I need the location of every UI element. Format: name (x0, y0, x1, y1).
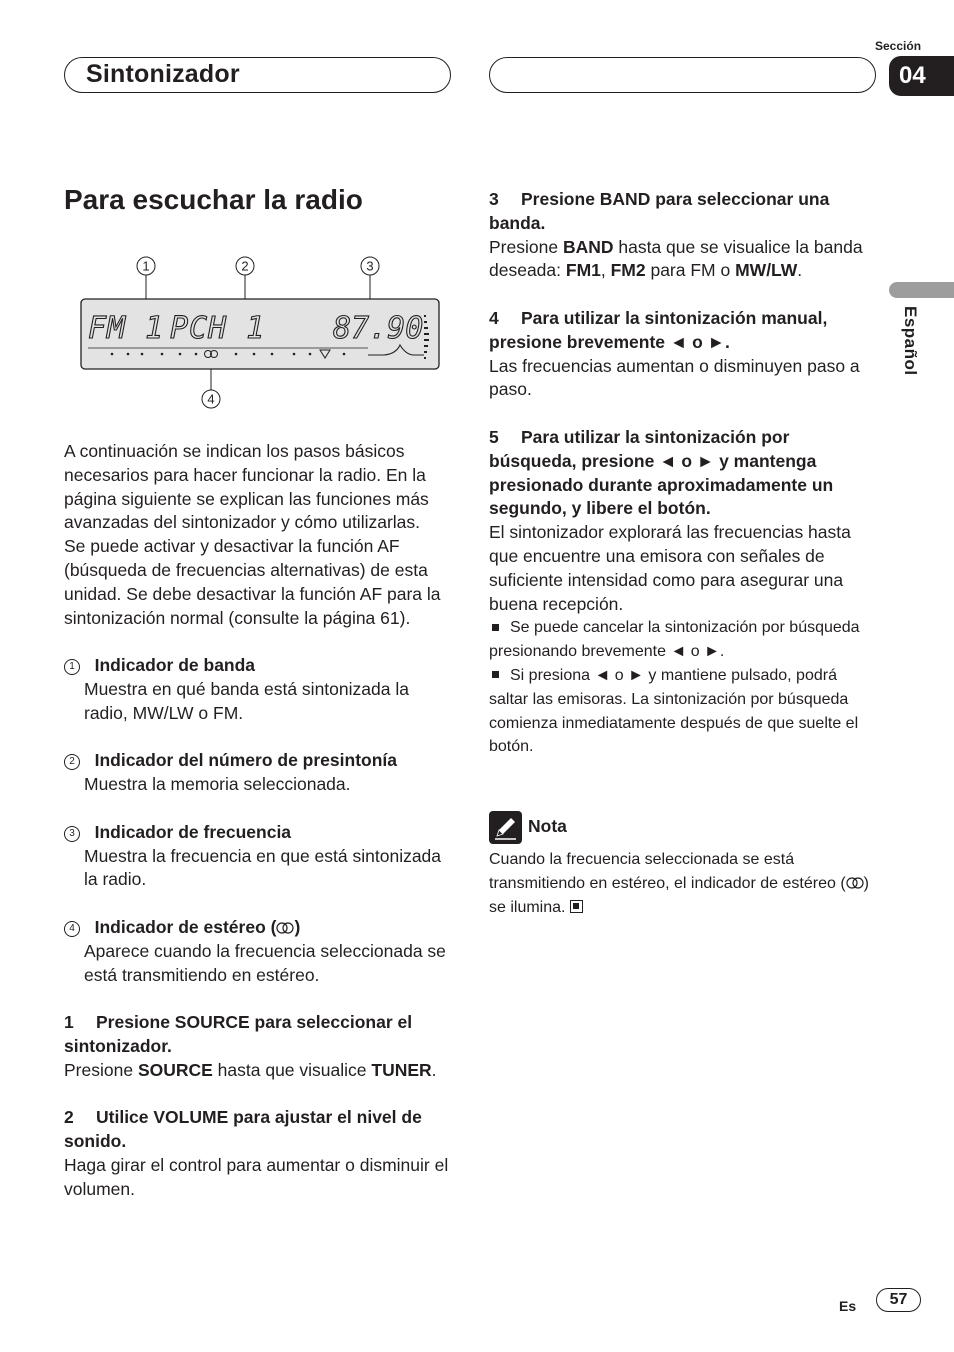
callout-2 (236, 257, 254, 275)
indicator-1-mark: 1 (64, 659, 80, 675)
radio-display-illustration (78, 250, 444, 415)
bullet-square-icon (492, 624, 499, 631)
callout-1-label: 1 (142, 258, 150, 274)
footer-language-code: Es (839, 1298, 857, 1314)
intro-paragraph-1: A continuación se indican los pasos básicos necesarios para hacer funcionar la radio. En la página siguiente se explican las funciones más avanzadas del sintonizador y cómo utilizarlas. (64, 441, 429, 533)
indicator-1-title: 1 Indicador de banda (64, 654, 454, 678)
callout-4-label: 4 (207, 391, 215, 407)
step-4-title: 4 Para utilizar la sintonización manual, presione brevemente ◄ o ►. (489, 307, 828, 352)
step-5-bullet-1: Se puede cancelar la sintonización por búsqueda presionando brevemente ◄ o ►. (489, 619, 860, 661)
callout-1 (137, 257, 155, 275)
callout-4 (202, 390, 220, 408)
step-4-body: Las frecuencias aumentan o disminuyen paso a paso. (489, 355, 860, 400)
indicator-2-title: 2 Indicador del número de presintonía (64, 749, 454, 773)
page-heading: Para escuchar la radio (64, 184, 363, 215)
step-1-body: Presione SOURCE hasta que visualice TUNER. (64, 1059, 437, 1080)
callout-2-label: 2 (241, 258, 249, 274)
right-column (489, 188, 877, 759)
step-1-title: 1 Presione SOURCE para seleccionar el sintonizador. (64, 1012, 413, 1056)
indicator-4-mark: 4 (64, 921, 80, 937)
step-5-bullet-2: Si presiona ◄ o ► y mantiene pulsado, podrá saltar las emisoras. La sintonización por búsqueda comienza inmediatamente después de que suelte el botón. (489, 666, 859, 756)
frequency-indicator-text: 87.90 (333, 311, 424, 346)
indicator-3-mark: 3 (64, 826, 80, 842)
band-indicator-text: FM 1 (88, 311, 165, 346)
header-empty-frame (489, 57, 876, 93)
page-number: 57 (876, 1288, 921, 1312)
step-5-body: El sintonizador explorará las frecuencias hasta que encuentre una emisora con señales de suficiente intensidad como para asegurar una buena recepción. (489, 522, 851, 614)
indicator-1-desc: Muestra en qué banda está sintonizada la radio, MW/LW o FM. (84, 678, 409, 723)
step-2-title: 2 Utilice VOLUME para ajustar el nivel de sonido. (64, 1107, 422, 1152)
step-5-title: 5 Para utilizar la sintonización por búsqueda, presione ◄ o ► y mantenga presionado durante aproximadamente un segundo, y libere el botón. (489, 426, 834, 519)
indicator-2-mark: 2 (64, 754, 80, 770)
indicator-3-desc: Muestra la frecuencia en que está sintonizada la radio. (84, 845, 442, 890)
bullet-square-icon (492, 671, 499, 678)
end-mark-icon (570, 900, 583, 913)
intro-paragraph-2: Se puede activar y desactivar la función AF (búsqueda de frecuencias alternativas) de esta unidad. Se debe desactivar la función AF para la sintonización normal (consulte la página 61). (64, 536, 441, 628)
note-pencil-icon (489, 811, 522, 844)
stereo-icon (276, 922, 294, 934)
side-language-label: Español (901, 306, 920, 376)
indicator-2-desc: Muestra la memoria seleccionada. (84, 774, 351, 795)
section-label: Sección (875, 39, 922, 53)
preset-indicator-text: PCH 1 (170, 311, 266, 346)
note-text: Cuando la frecuencia seleccionada se está transmitiendo en estéreo, el indicador de estéreo ( ) se ilumina. (489, 851, 869, 916)
stereo-icon (846, 877, 864, 889)
step-2-body: Haga girar el control para aumentar o disminuir el volumen. (64, 1154, 449, 1199)
indicator-4-desc: Aparece cuando la frecuencia seleccionada se está transmitiendo en estéreo. (84, 940, 446, 985)
section-number: 04 (889, 56, 954, 96)
side-tab-bar (889, 282, 954, 298)
indicator-3-title: 3 Indicador de frecuencia (64, 821, 454, 845)
indicator-4-title: 4 Indicador de estéreo ( ) (64, 916, 454, 940)
note-label: Nota (528, 816, 567, 836)
step-3-title: 3 Presione BAND para seleccionar una banda. (489, 189, 830, 233)
callout-3-label: 3 (366, 258, 374, 274)
section-title: Sintonizador (86, 60, 240, 88)
left-column (64, 440, 454, 1202)
callout-3 (361, 257, 379, 275)
step-3-body: Presione BAND hasta que se visualice la banda deseada: FM1, FM2 para FM o MW/LW. (489, 236, 863, 281)
